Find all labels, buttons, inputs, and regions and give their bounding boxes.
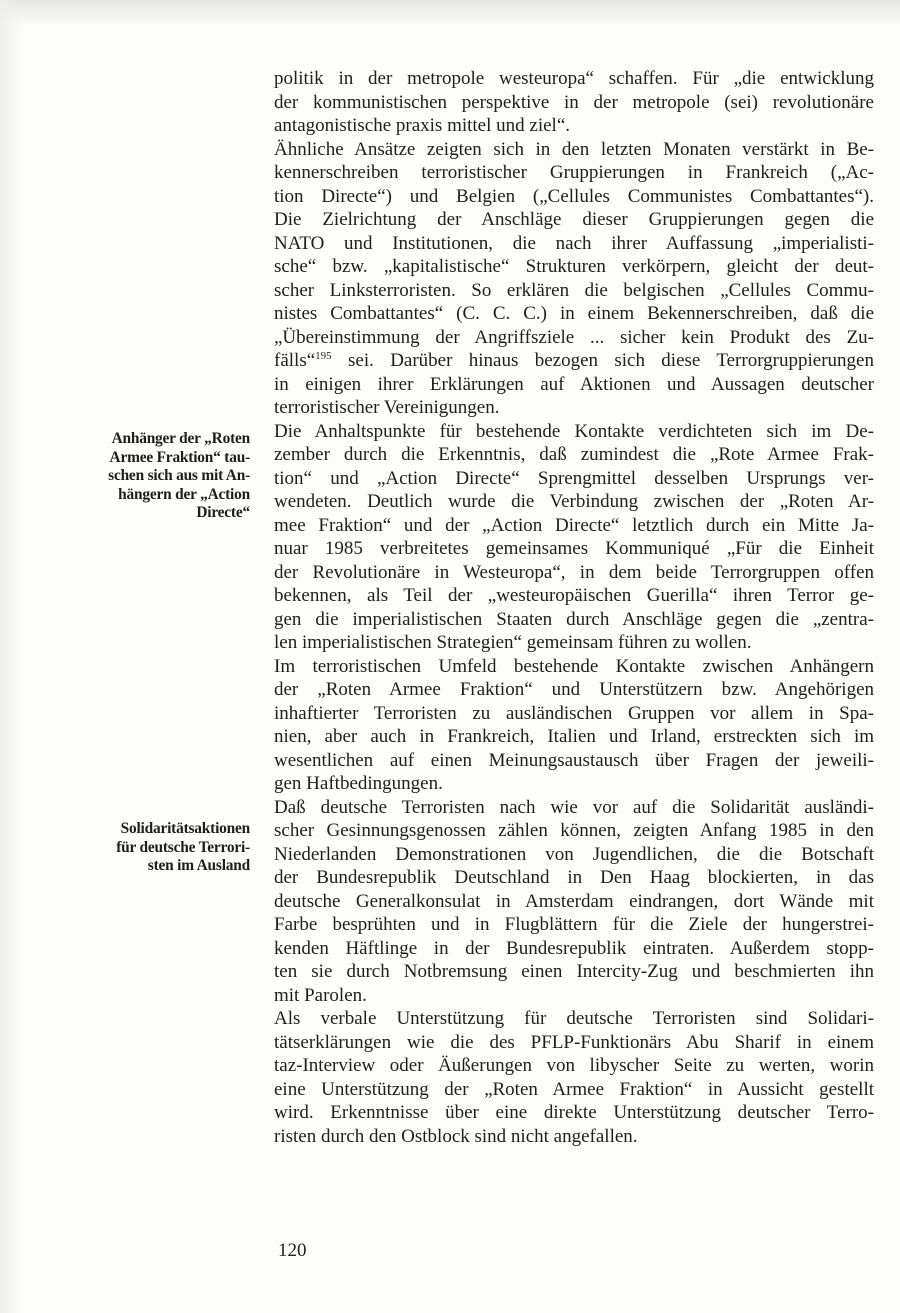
- text-line: tion“ und „Action Directe“ Sprengmittel desselben Ursprungs ver-: [274, 467, 874, 489]
- text-line: zember durch die Erkenntnis, daß zumindest die „Rote Armee Frak-: [274, 444, 874, 465]
- text-line: wendeten. Deutlich wurde die Verbindung zwischen der „Roten Ar-: [274, 491, 874, 512]
- text-line: in einigen ihrer Erklärungen auf Aktionen und Aussagen deutscher: [274, 373, 874, 395]
- paragraph: [274, 420, 874, 655]
- margin-note-line: Anhänger der „Roten: [111, 430, 250, 447]
- text-line: der Revolutionäre in Westeuropa“, in dem beide Terrorgruppen offen: [274, 561, 874, 583]
- text-line: nuar 1985 verbreitetes gemeinsames Kommuniqué „Für die Einheit: [274, 538, 874, 559]
- text-line: kennerschreiben terroristischer Gruppierungen in Frankreich („Ac-: [274, 162, 874, 183]
- text-line: wird. Erkenntnisse über eine direkte Unterstützung deutscher Terro-: [274, 1102, 874, 1123]
- text-line: mee Fraktion“ und der „Action Directe“ letztlich durch ein Mitte Ja-: [274, 514, 874, 536]
- text-line: bekennen, als Teil der „westeuropäischen Guerilla“ ihren Terror ge-: [274, 585, 874, 606]
- margin-note-raf-action-directe: [56, 430, 250, 523]
- text-line: antagonistische praxis mittel und ziel“.: [274, 115, 571, 136]
- text-line: kenden Häftlinge in der Bundesrepublik eintraten. Außerdem stopp-: [274, 937, 874, 959]
- margin-note-line: Solidaritätsaktionen: [120, 820, 250, 837]
- text-line: scher Gesinnungsgenossen zählen können, zeigten Anfang 1985 in den: [274, 820, 874, 841]
- scan-edge-left: [0, 0, 22, 1313]
- text-line: inhaftierter Terroristen zu ausländischen Gruppen vor allem in Spa-: [274, 702, 874, 724]
- margin-note-solidarity-actions: [56, 820, 250, 876]
- text-line: NATO und Institutionen, die nach ihrer Auffassung „imperialisti-: [274, 232, 874, 254]
- text-line: terroristischer Vereinigungen.: [274, 397, 500, 418]
- text-line: Die Zielrichtung der Anschläge dieser Gruppierungen gegen die: [274, 209, 874, 230]
- text-line: Die Anhaltspunkte für bestehende Kontakte verdichteten sich im De-: [274, 420, 874, 442]
- text-line: eine Unterstützung der „Roten Armee Fraktion“ in Aussicht gestellt: [274, 1078, 874, 1100]
- text-line: Niederlanden Demonstrationen von Jugendlichen, die die Botschaft: [274, 843, 874, 865]
- text-line: mit Parolen.: [274, 984, 367, 1006]
- text-line-with-footnote: [274, 349, 874, 373]
- paragraph: [274, 796, 874, 1008]
- page-number: 120: [278, 1240, 307, 1261]
- text-line: Als verbale Unterstützung für deutsche Terroristen sind Solidari-: [274, 1008, 874, 1029]
- paragraph: [274, 67, 874, 138]
- margin-note-line: Armee Fraktion“ tau-: [109, 448, 250, 466]
- text-line: der kommunistischen perspektive in der metropole (sei) revolutionäre: [274, 91, 874, 113]
- margin-note-line: sten im Ausland: [147, 857, 250, 874]
- text-line: tion Directe“) und Belgien („Cellules Communistes Combattantes“).: [274, 185, 874, 207]
- text-line: tätserklärungen wie die des PFLP-Funktionärs Abu Sharif in einem: [274, 1031, 874, 1053]
- text-line: Im terroristischen Umfeld bestehende Kontakte zwischen Anhängern: [274, 655, 874, 677]
- text-line: nien, aber auch in Frankreich, Italien und Irland, erstreckten sich im: [274, 726, 874, 747]
- text-line: Farbe besprühten und in Flugblättern für die Ziele der hungerstrei-: [274, 914, 874, 935]
- text-line: der Bundesrepublik Deutschland in Den Haag blockierten, in das: [274, 867, 874, 888]
- text-line: Ähnliche Ansätze zeigten sich in den letzten Monaten verstärkt in Be-: [274, 138, 874, 160]
- text-fragment: sei. Darüber hinaus bezogen sich diese Terrorgruppierungen: [331, 350, 874, 371]
- text-line: len imperialistischen Strategien“ gemeinsam führen zu wollen.: [274, 632, 752, 653]
- paragraph: [274, 1007, 874, 1148]
- margin-note-line: schen sich aus mit An-: [108, 467, 250, 484]
- paragraph: [274, 138, 874, 420]
- text-line: deutsche Generalkonsulat in Amsterdam eindrangen, dort Wände mit: [274, 890, 874, 912]
- text-line: „Übereinstimmung der Angriffsziele ... sicher kein Produkt des Zu-: [274, 326, 874, 348]
- text-line: wesentlichen auf einen Meinungsaustausch über Fragen der jeweili-: [274, 749, 874, 771]
- paragraph: [274, 655, 874, 796]
- margin-note-line: Directe“: [196, 504, 250, 521]
- text-line: nistes Combattantes“ (C. C. C.) in einem Bekennerschreiben, daß die: [274, 303, 874, 324]
- text-line: gen die imperialistischen Staaten durch Anschläge gegen die „zentra-: [274, 608, 874, 630]
- text-line: taz-Interview oder Äußerungen von libyscher Seite zu werten, worin: [274, 1055, 874, 1076]
- text-line: politik in der metropole westeuropa“ schaffen. Für „die entwicklung: [274, 68, 874, 89]
- text-line: ten sie durch Notbremsung einen Intercity-Zug und beschmierten ihn: [274, 961, 874, 982]
- text-line: risten durch den Ostblock sind nicht angefallen.: [274, 1125, 638, 1147]
- text-line: Daß deutsche Terroristen nach wie vor auf die Solidarität ausländi-: [274, 796, 874, 818]
- scan-edge-top: [0, 0, 900, 26]
- body-text: [274, 67, 874, 1148]
- margin-note-line: für deutsche Terrori-: [116, 838, 250, 856]
- text-line: scher Linksterroristen. So erklären die belgischen „Cellules Commu-: [274, 279, 874, 301]
- text-fragment: fälls“: [274, 350, 316, 371]
- text-line: der „Roten Armee Fraktion“ und Unterstützern bzw. Angehörigen: [274, 679, 874, 700]
- margin-note-line: hängern der „Action: [118, 485, 250, 503]
- footnote-marker: 195: [315, 350, 332, 362]
- text-line: sche“ bzw. „kapitalistische“ Strukturen verkörpern, gleicht der deut-: [274, 256, 874, 277]
- text-line: gen Haftbedingungen.: [274, 773, 443, 794]
